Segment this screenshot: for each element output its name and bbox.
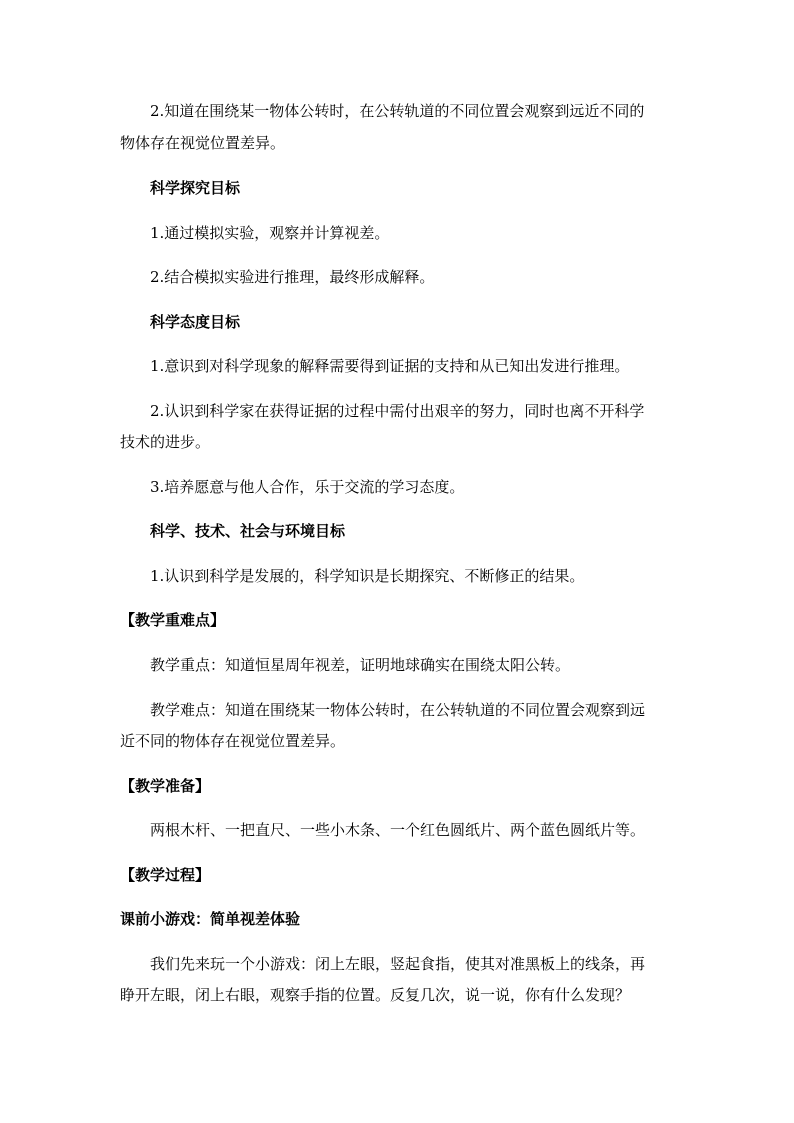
attitude-item-2-line-1: 2.认识到科学家在获得证据的过程中需付出艰辛的努力，同时也离不开科学 — [150, 402, 645, 420]
difficult-point-line-1: 教学难点：知道在围绕某一物体公转时，在公转轨道的不同位置会观察到远 — [150, 701, 646, 719]
knowledge-item-2-line-1: 2.知道在围绕某一物体公转时，在公转轨道的不同位置会观察到远近不同的 — [150, 102, 645, 120]
inquiry-goals-heading: 科学探究目标 — [150, 179, 241, 197]
attitude-goals-heading: 科学态度目标 — [150, 313, 241, 331]
key-points-heading: 【教学重难点】 — [120, 611, 226, 629]
preparation-heading: 【教学准备】 — [120, 777, 211, 795]
knowledge-item-2-line-2: 物体存在视觉位置差异。 — [120, 134, 286, 152]
stse-item-1: 1.认识到科学是发展的，科学知识是长期探究、不断修正的结果。 — [150, 567, 585, 585]
attitude-item-2-line-2: 技术的进步。 — [120, 433, 211, 451]
warmup-game-line-1: 我们先来玩一个小游戏：闭上左眼，竖起食指，使其对准黑板上的线条，再 — [150, 955, 646, 973]
inquiry-item-1: 1.通过模拟实验，观察并计算视差。 — [150, 224, 390, 242]
inquiry-item-2: 2.结合模拟实验进行推理，最终形成解释。 — [150, 268, 435, 286]
warmup-game-heading: 课前小游戏：简单视差体验 — [120, 910, 301, 928]
key-point: 教学重点：知道恒星周年视差，证明地球确实在围绕太阳公转。 — [150, 656, 571, 674]
warmup-game-line-2: 睁开左眼，闭上右眼，观察手指的位置。反复几次，说一说，你有什么发现？ — [120, 986, 631, 1004]
attitude-item-1: 1.意识到对科学现象的解释需要得到证据的支持和从已知出发进行推理。 — [150, 357, 630, 375]
attitude-item-3: 3.培养愿意与他人合作，乐于交流的学习态度。 — [150, 478, 465, 496]
process-heading: 【教学过程】 — [120, 866, 211, 884]
stse-goals-heading: 科学、技术、社会与环境目标 — [150, 522, 346, 540]
difficult-point-line-2: 近不同的物体存在视觉位置差异。 — [120, 732, 346, 750]
preparation-text: 两根木杆、一把直尺、一些小木条、一个红色圆纸片、两个蓝色圆纸片等。 — [150, 821, 646, 839]
